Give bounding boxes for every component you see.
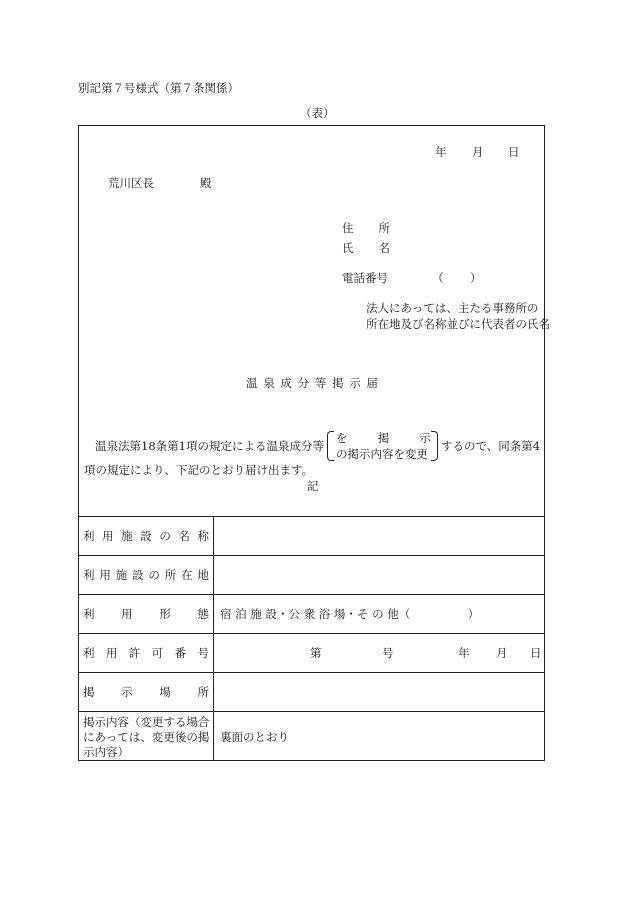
form-number: 別記第７号様式（第７条関係） xyxy=(78,81,239,95)
row-label-usage-type: 利 用 形 態 xyxy=(83,607,209,621)
corporate-note-line1: 法人にあっては、主たる事務所の xyxy=(366,301,539,315)
addressee-honorific: 殿 xyxy=(200,176,212,190)
body-text-after: するので、同条第4 xyxy=(441,439,541,453)
right-brace xyxy=(431,431,438,461)
usage-type-value[interactable]: 宿 泊 施 設・公 衆 浴 場・そ の 他（ ） xyxy=(220,607,480,621)
table-top-line xyxy=(78,516,545,517)
date-year: 年 xyxy=(435,145,447,159)
permit-day: 日 xyxy=(530,646,542,660)
name-label: 氏 名 xyxy=(342,241,390,255)
form-title: 温 泉 成 分 等 掲 示 届 xyxy=(246,376,378,390)
permit-dai: 第 xyxy=(310,646,322,660)
option-post: を 掲 示 xyxy=(336,431,431,445)
body-text-before: 温泉法第18条第1項の規定による温泉成分等 xyxy=(95,439,324,453)
phone-label: 電話番号 xyxy=(342,271,388,285)
date-day: 日 xyxy=(508,145,520,159)
addressee-name: 荒川区長 xyxy=(108,176,154,190)
posting-content-value: 裏面のとおり xyxy=(220,730,289,744)
permit-go: 号 xyxy=(382,646,394,660)
body-text-line2: 項の規定により、下記のとおり届け出ます。 xyxy=(84,463,314,477)
option-change: の掲示内容を変更 xyxy=(336,447,428,461)
row-divider xyxy=(78,594,545,595)
row-label-facility-name: 利 用 施 設 の 名 称 xyxy=(83,529,209,543)
left-brace xyxy=(327,431,334,461)
row-label-permit-number: 利 用 許 可 番 号 xyxy=(83,646,209,660)
permit-month: 月 xyxy=(496,646,508,660)
address-label: 住 所 xyxy=(342,221,390,235)
row-divider xyxy=(78,555,545,556)
row-divider xyxy=(78,711,545,712)
corporate-note-line2: 所在地及び名称並びに代表者の氏名 xyxy=(366,317,550,331)
phone-paren-close: ） xyxy=(470,271,482,285)
ki-mark: 記 xyxy=(307,479,319,493)
table-column-divider xyxy=(213,517,214,761)
phone-paren-open: （ xyxy=(432,271,444,285)
row-label-posting-place: 掲 示 場 所 xyxy=(83,685,209,699)
permit-year: 年 xyxy=(458,646,470,660)
row-divider xyxy=(78,672,545,673)
date-month: 月 xyxy=(472,145,484,159)
row-label-facility-location: 利 用 施 設 の 所 在 地 xyxy=(83,568,209,582)
side-marker: （表） xyxy=(300,106,335,120)
row-divider xyxy=(78,633,545,634)
